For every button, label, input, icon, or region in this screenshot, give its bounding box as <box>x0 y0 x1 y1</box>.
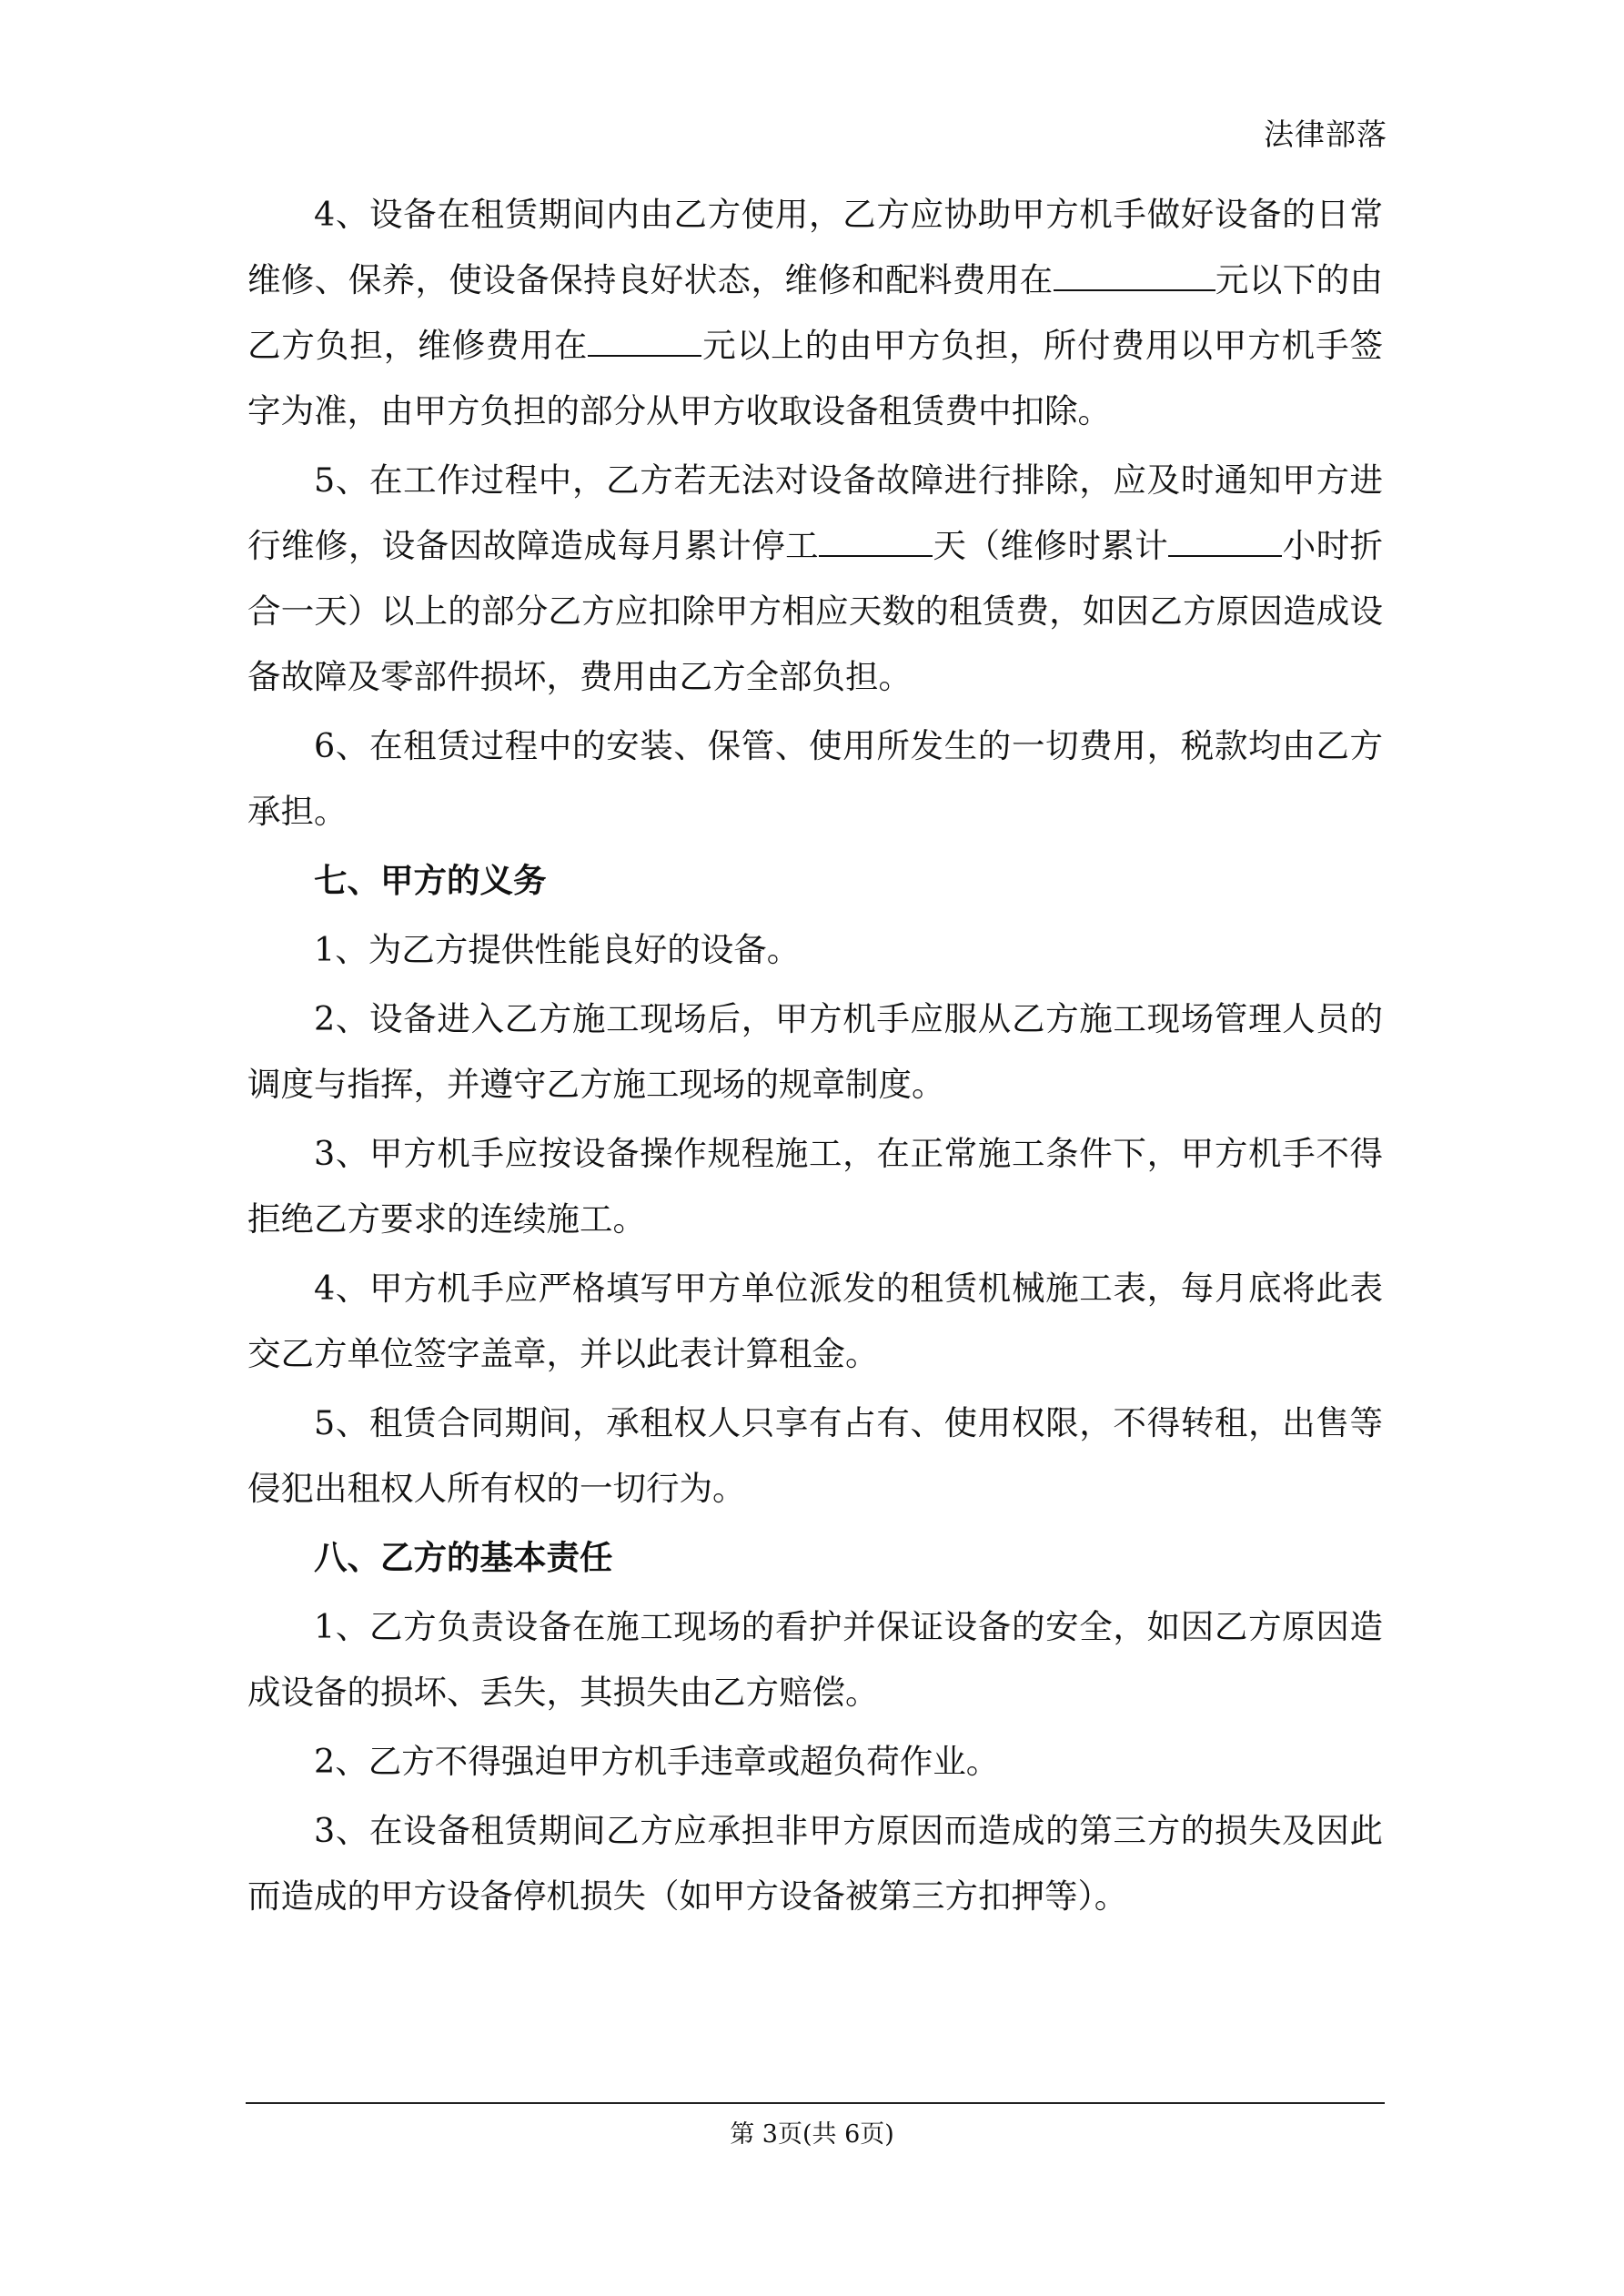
header-label: 法律部落 <box>1264 116 1387 152</box>
blank-field-repair-threshold-1[interactable] <box>1054 262 1215 291</box>
section-7-item-3: 3、甲方机手应按设备操作规程施工，在正常施工条件下，甲方机手不得拒绝乙方要求的连续施工。 <box>247 1134 1383 1239</box>
paragraph-6: 6、在租赁过程中的安装、保管、使用所发生的一切费用，税款均由乙方承担。 <box>247 726 1383 831</box>
document-body <box>247 182 1383 1933</box>
section-8-heading: 八、乙方的基本责任 <box>314 1538 613 1577</box>
section-8-item-2: 2、乙方不得强迫甲方机手违章或超负荷作业。 <box>314 1742 1000 1781</box>
section-8-item-1: 1、乙方负责设备在施工现场的看护并保证设备的安全，如因乙方原因造成设备的损坏、丢失，其损失由乙方赔偿。 <box>247 1607 1383 1712</box>
paragraph-5-text-3: 小时折合一天）以上的部分乙方应扣除甲方相应天数的租赁费，如因乙方原因造成设备故障及零部件损坏，费用由乙方全部负担。 <box>247 526 1384 696</box>
paragraph-5 <box>247 448 1383 710</box>
section-8-item-3: 3、在设备租赁期间乙方应承担非甲方原因而造成的第三方的损失及因此而造成的甲方设备停机损失（如甲方设备被第三方扣押等）。 <box>247 1811 1383 1916</box>
section-7-item-1: 1、为乙方提供性能良好的设备。 <box>314 930 801 969</box>
footer-divider <box>246 2102 1385 2104</box>
blank-field-repair-threshold-2[interactable] <box>588 328 701 357</box>
blank-field-stoppage-days[interactable] <box>819 528 933 557</box>
paragraph-5-text-1: 5、在工作过程中，乙方若无法对设备故障进行排除，应及时通知甲方进行维修，设备因故障造成每月累计停工 <box>247 460 1383 565</box>
section-7-item-2: 2、设备进入乙方施工现场后，甲方机手应服从乙方施工现场管理人员的调度与指挥，并遵守乙方施工现场的规章制度。 <box>247 999 1383 1104</box>
section-7-item-4: 4、甲方机手应严格填写甲方单位派发的租赁机械施工表，每月底将此表交乙方单位签字盖章，并以此表计算租金。 <box>247 1269 1383 1373</box>
paragraph-4 <box>247 182 1383 444</box>
section-7-item-5: 5、租赁合同期间，承租权人只享有占有、使用权限，不得转租，出售等侵犯出租权人所有权的一切行为。 <box>247 1403 1383 1508</box>
paragraph-4-text-1: 4、设备在租赁期间内由乙方使用，乙方应协助甲方机手做好设备的日常维修、保养，使设备保持良好状态，维修和配料费用在 <box>247 195 1383 299</box>
paragraph-4-text-2: 元以下的由乙方负担，维修费用在 <box>247 260 1384 365</box>
paragraph-5-text-2: 天（维修时累计 <box>933 526 1169 565</box>
section-7-heading: 七、甲方的义务 <box>314 861 547 900</box>
paragraph-4-text-3: 元以上的由甲方负担，所付费用以甲方机手签字为准，由甲方负担的部分从甲方收取设备租赁费中扣除。 <box>247 326 1384 430</box>
page-number: 第 3页(共 6页) <box>730 2120 894 2149</box>
blank-field-repair-hours[interactable] <box>1168 528 1282 557</box>
